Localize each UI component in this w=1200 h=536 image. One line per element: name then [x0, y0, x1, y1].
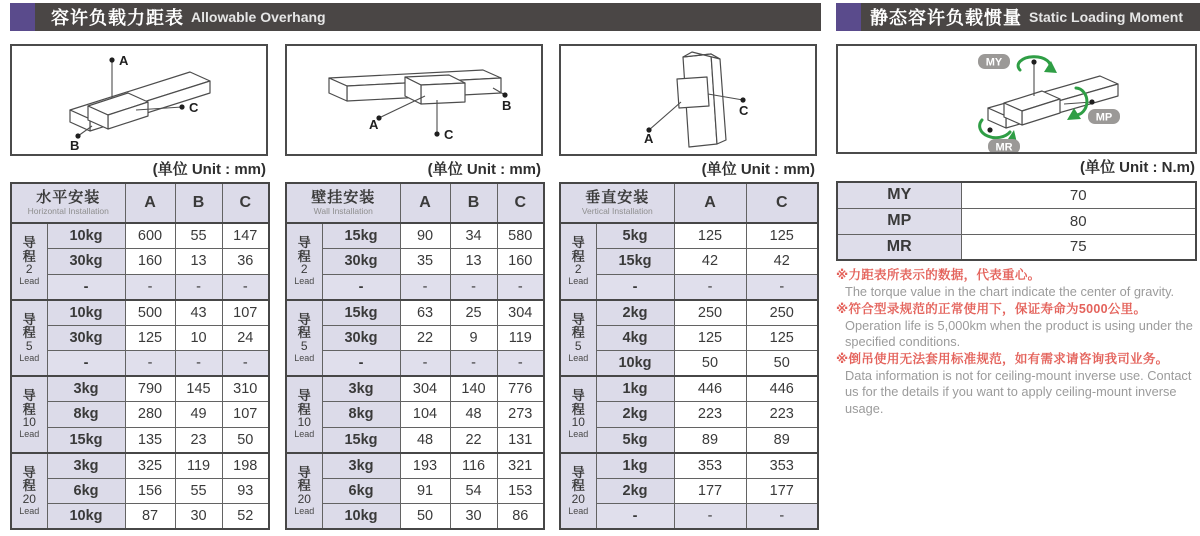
table-row	[560, 325, 818, 351]
lead-cell: 导 程 2 Lead	[286, 223, 322, 300]
moment-row	[837, 208, 1196, 234]
value-cell: 48	[450, 402, 497, 428]
value-cell: -	[497, 351, 544, 377]
value-cell: 116	[450, 453, 497, 479]
value-cell: 43	[175, 300, 222, 326]
table-row	[11, 427, 269, 453]
value-cell: -	[746, 274, 818, 300]
value-cell: 160	[497, 249, 544, 275]
value-cell: 125	[674, 325, 746, 351]
table-row	[11, 376, 269, 402]
table-row	[286, 453, 544, 479]
load-cell: 30kg	[322, 249, 400, 275]
moment-value: 80	[961, 208, 1196, 234]
load-cell: 6kg	[322, 478, 400, 504]
value-cell: -	[674, 504, 746, 530]
value-cell: 55	[175, 223, 222, 249]
load-cell: -	[47, 274, 125, 300]
value-cell: -	[400, 274, 450, 300]
accent-square	[836, 3, 861, 31]
lead-cell: 导 程 2 Lead	[560, 223, 596, 300]
section-title-zh: 容许负载力距表	[51, 8, 184, 28]
table-row	[11, 249, 269, 275]
load-cell: 3kg	[47, 376, 125, 402]
value-cell: 55	[175, 478, 222, 504]
value-cell: -	[222, 274, 269, 300]
value-cell: 273	[497, 402, 544, 428]
load-cell: 5kg	[596, 223, 674, 249]
value-cell: 42	[746, 249, 818, 275]
lead-cell: 导 程 5 Lead	[11, 300, 47, 377]
value-cell: 48	[400, 427, 450, 453]
value-cell: 63	[400, 300, 450, 326]
value-cell: 50	[674, 351, 746, 377]
value-cell: 131	[497, 427, 544, 453]
table-row	[560, 402, 818, 428]
wall-installation-table-host	[285, 182, 543, 530]
column-header: A	[125, 183, 175, 223]
load-cell: 3kg	[322, 376, 400, 402]
value-cell: 446	[674, 376, 746, 402]
load-cell: 10kg	[47, 504, 125, 530]
load-cell: 8kg	[322, 402, 400, 428]
value-cell: 87	[125, 504, 175, 530]
value-cell: 223	[674, 402, 746, 428]
value-cell: -	[125, 351, 175, 377]
load-cell: 15kg	[322, 223, 400, 249]
value-cell: 325	[125, 453, 175, 479]
load-cell: 10kg	[596, 351, 674, 377]
lead-cell: 导 程 20 Lead	[11, 453, 47, 530]
table-row	[560, 223, 818, 249]
load-cell: 2kg	[596, 402, 674, 428]
value-cell: 125	[674, 223, 746, 249]
point-b-label: B	[502, 98, 512, 113]
load-cell: 10kg	[47, 223, 125, 249]
unit-label-mm: (单位 Unit : mm)	[152, 161, 266, 178]
value-cell: -	[175, 351, 222, 377]
table-row	[11, 351, 269, 377]
load-cell: 6kg	[47, 478, 125, 504]
value-cell: 50	[400, 504, 450, 530]
value-cell: 310	[222, 376, 269, 402]
table-row	[11, 453, 269, 479]
table-row	[560, 376, 818, 402]
value-cell: 119	[175, 453, 222, 479]
value-cell: 321	[497, 453, 544, 479]
value-cell: 93	[222, 478, 269, 504]
load-cell: 5kg	[596, 427, 674, 453]
load-cell: 15kg	[322, 427, 400, 453]
table-row	[286, 325, 544, 351]
load-cell: 30kg	[47, 325, 125, 351]
column-header: B	[450, 183, 497, 223]
horizontal-installation-table-host	[10, 182, 268, 530]
value-cell: 580	[497, 223, 544, 249]
note-en: Operation life is 5,000km when the product is using under the specified conditions.	[845, 317, 1193, 349]
moment-value: 70	[961, 182, 1196, 208]
note-zh: ※倒吊使用无法套用标准规范，如有需求请咨询我司业务。	[836, 351, 1169, 366]
installation-type-header: 垂直安装 Vertical Installation	[560, 183, 674, 223]
load-cell: 1kg	[596, 453, 674, 479]
vertical-installation-table-host	[559, 182, 817, 530]
moment-diagram-box	[836, 44, 1197, 154]
lead-cell: 导 程 10 Lead	[11, 376, 47, 453]
value-cell: 600	[125, 223, 175, 249]
table-row	[286, 376, 544, 402]
table-row	[286, 478, 544, 504]
note-en: Data information is not for ceiling-mount inverse use. Contact us for the details if you want to apply ceiling-mount inverse usage.	[845, 367, 1192, 416]
value-cell: 30	[175, 504, 222, 530]
moment-row	[837, 234, 1196, 260]
value-cell: 250	[746, 300, 818, 326]
value-cell: 13	[450, 249, 497, 275]
column-header: C	[746, 183, 818, 223]
column-header: A	[674, 183, 746, 223]
overhang-table	[285, 182, 545, 530]
lead-cell: 导 程 20 Lead	[286, 453, 322, 530]
value-cell: 50	[222, 427, 269, 453]
value-cell: 280	[125, 402, 175, 428]
value-cell: 250	[674, 300, 746, 326]
column-header: C	[222, 183, 269, 223]
value-cell: 153	[497, 478, 544, 504]
vertical-installation-panel	[559, 44, 817, 530]
static-loading-moment-header	[836, 3, 1200, 31]
value-cell: 353	[746, 453, 818, 479]
table-row	[286, 504, 544, 530]
table-row	[286, 274, 544, 300]
value-cell: -	[125, 274, 175, 300]
value-cell: 86	[497, 504, 544, 530]
value-cell: 9	[450, 325, 497, 351]
value-cell: 446	[746, 376, 818, 402]
my-badge-label: MY	[985, 56, 1003, 69]
value-cell: 156	[125, 478, 175, 504]
note-zh: ※力距表所表示的数据，代表重心。	[836, 268, 1041, 282]
load-cell: 1kg	[596, 376, 674, 402]
table-row	[11, 402, 269, 428]
value-cell: 54	[450, 478, 497, 504]
load-cell: 2kg	[596, 478, 674, 504]
table-row	[11, 325, 269, 351]
value-cell: 790	[125, 376, 175, 402]
point-b-label: B	[70, 138, 80, 153]
lead-cell: 导 程 20 Lead	[560, 453, 596, 530]
value-cell: 198	[222, 453, 269, 479]
moment-value: 75	[961, 234, 1196, 260]
value-cell: -	[400, 351, 450, 377]
value-cell: 119	[497, 325, 544, 351]
table-row	[11, 478, 269, 504]
table-row	[11, 223, 269, 249]
point-a-label: A	[369, 117, 379, 132]
load-cell: 3kg	[322, 453, 400, 479]
load-cell: 15kg	[322, 300, 400, 326]
mp-badge-label: MP	[1095, 111, 1113, 124]
value-cell: -	[222, 351, 269, 377]
load-cell: 10kg	[322, 504, 400, 530]
load-cell: -	[596, 274, 674, 300]
table-row	[11, 274, 269, 300]
lead-cell: 导 程 10 Lead	[560, 376, 596, 453]
value-cell: 91	[400, 478, 450, 504]
value-cell: 22	[450, 427, 497, 453]
installation-type-header: 壁挂安装 Wall Installation	[286, 183, 400, 223]
unit-label-mm: (单位 Unit : mm)	[701, 161, 815, 178]
section-title-zh: 静态容许负载惯量	[870, 8, 1022, 28]
value-cell: -	[497, 274, 544, 300]
section-title-en: Static Loading Moment	[1029, 9, 1183, 25]
point-c-label: C	[739, 103, 749, 118]
lead-cell: 导 程 2 Lead	[11, 223, 47, 300]
value-cell: 22	[400, 325, 450, 351]
table-row	[560, 249, 818, 275]
wall-installation-panel	[285, 44, 543, 530]
table-row	[560, 478, 818, 504]
value-cell: 125	[746, 325, 818, 351]
moment-label: MY	[837, 182, 961, 208]
static-loading-moment-panel	[836, 44, 1197, 417]
unit-label-nm: (单位 Unit : N.m)	[1080, 159, 1195, 176]
load-cell: 15kg	[596, 249, 674, 275]
moment-row	[837, 182, 1196, 208]
vertical-installation-diagram	[561, 46, 815, 154]
wall-installation-diagram	[287, 46, 541, 154]
value-cell: 30	[450, 504, 497, 530]
value-cell: -	[450, 274, 497, 300]
table-row	[560, 274, 818, 300]
note-zh: ※符合型录规范的正常使用下，保证寿命为5000公里。	[836, 301, 1147, 316]
value-cell: -	[175, 274, 222, 300]
lead-cell: 导 程 5 Lead	[286, 300, 322, 377]
value-cell: 223	[746, 402, 818, 428]
load-cell: -	[322, 274, 400, 300]
lead-cell: 导 程 5 Lead	[560, 300, 596, 377]
installation-type-header: 水平安装 Horizontal Installation	[11, 183, 125, 223]
vertical-installation-diagram-box	[559, 44, 817, 156]
value-cell: 89	[674, 427, 746, 453]
section-title-en: Allowable Overhang	[191, 9, 326, 25]
value-cell: 90	[400, 223, 450, 249]
value-cell: -	[450, 351, 497, 377]
load-cell: 3kg	[47, 453, 125, 479]
value-cell: 23	[175, 427, 222, 453]
value-cell: 776	[497, 376, 544, 402]
load-cell: 4kg	[596, 325, 674, 351]
value-cell: 36	[222, 249, 269, 275]
table-row	[560, 504, 818, 530]
horizontal-installation-panel	[10, 44, 268, 530]
table-row	[286, 249, 544, 275]
point-a-label: A	[119, 53, 129, 68]
value-cell: 135	[125, 427, 175, 453]
static-loading-moment-table	[836, 181, 1197, 261]
footnotes	[836, 267, 1196, 417]
allowable-overhang-header	[10, 3, 821, 31]
table-row	[286, 402, 544, 428]
value-cell: 24	[222, 325, 269, 351]
overhang-table	[559, 182, 819, 530]
value-cell: 145	[175, 376, 222, 402]
table-row	[11, 504, 269, 530]
load-cell: -	[596, 504, 674, 530]
value-cell: -	[674, 274, 746, 300]
value-cell: 304	[400, 376, 450, 402]
value-cell: 10	[175, 325, 222, 351]
horizontal-installation-diagram-box	[10, 44, 268, 156]
value-cell: 304	[497, 300, 544, 326]
point-c-label: C	[444, 127, 454, 142]
value-cell: 49	[175, 402, 222, 428]
unit-label-mm: (单位 Unit : mm)	[427, 161, 541, 178]
value-cell: 125	[746, 223, 818, 249]
table-row	[560, 300, 818, 326]
column-header: A	[400, 183, 450, 223]
point-c-label: C	[189, 100, 199, 115]
value-cell: 42	[674, 249, 746, 275]
moment-label: MP	[837, 208, 961, 234]
value-cell: 34	[450, 223, 497, 249]
load-cell: 15kg	[47, 427, 125, 453]
lead-cell: 导 程 10 Lead	[286, 376, 322, 453]
accent-square	[10, 3, 35, 31]
table-row	[286, 300, 544, 326]
column-header: B	[175, 183, 222, 223]
value-cell: 89	[746, 427, 818, 453]
load-cell: 10kg	[47, 300, 125, 326]
moment-diagram	[838, 46, 1195, 152]
moment-label: MR	[837, 234, 961, 260]
value-cell: 353	[674, 453, 746, 479]
table-row	[560, 453, 818, 479]
value-cell: 160	[125, 249, 175, 275]
mr-badge-label: MR	[995, 141, 1013, 152]
value-cell: 104	[400, 402, 450, 428]
value-cell: 140	[450, 376, 497, 402]
value-cell: 500	[125, 300, 175, 326]
load-cell: 30kg	[322, 325, 400, 351]
value-cell: -	[746, 504, 818, 530]
value-cell: 50	[746, 351, 818, 377]
value-cell: 52	[222, 504, 269, 530]
overhang-table	[10, 182, 270, 530]
value-cell: 107	[222, 402, 269, 428]
table-row	[286, 351, 544, 377]
table-row	[286, 223, 544, 249]
table-row	[560, 351, 818, 377]
value-cell: 107	[222, 300, 269, 326]
value-cell: 125	[125, 325, 175, 351]
load-cell: 30kg	[47, 249, 125, 275]
table-row	[11, 300, 269, 326]
wall-installation-diagram-box	[285, 44, 543, 156]
horizontal-installation-diagram	[12, 46, 266, 154]
note-en: The torque value in the chart indicate the center of gravity.	[845, 284, 1175, 299]
value-cell: 13	[175, 249, 222, 275]
table-row	[560, 427, 818, 453]
value-cell: 147	[222, 223, 269, 249]
load-cell: 8kg	[47, 402, 125, 428]
value-cell: 177	[674, 478, 746, 504]
value-cell: 25	[450, 300, 497, 326]
column-header: C	[497, 183, 544, 223]
load-cell: 2kg	[596, 300, 674, 326]
load-cell: -	[322, 351, 400, 377]
table-row	[286, 427, 544, 453]
value-cell: 177	[746, 478, 818, 504]
point-a-label: A	[644, 131, 654, 146]
value-cell: 193	[400, 453, 450, 479]
value-cell: 35	[400, 249, 450, 275]
load-cell: -	[47, 351, 125, 377]
